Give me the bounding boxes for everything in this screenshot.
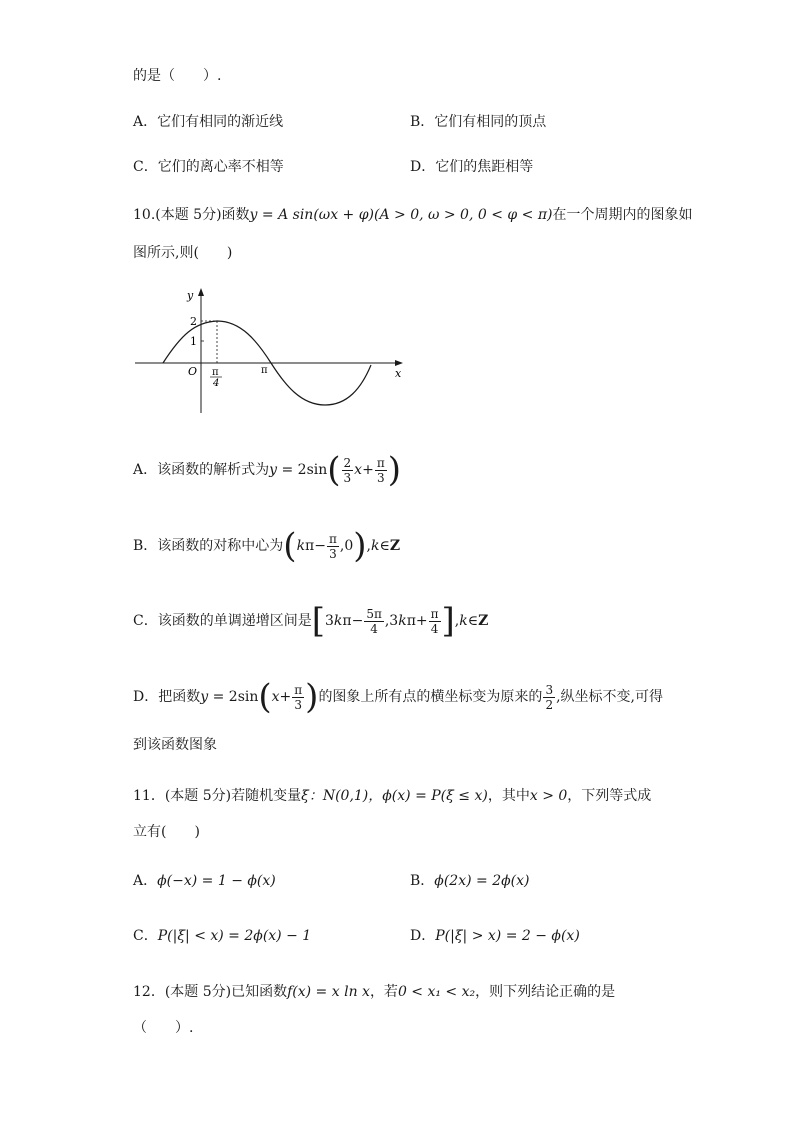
q11-stem-line2: 立有( ) <box>133 824 200 840</box>
q11-option-a: A．ϕ(−x) = 1 − ϕ(x) <box>133 873 276 889</box>
xtick-pi4-num: π <box>212 367 219 378</box>
q10-sine-graph <box>133 285 413 420</box>
q10-option-b: B．该函数的对称中心为(kπ− $\frac{\pi}{3}$ ,0),k∈Z <box>133 526 401 566</box>
ytick-2: 2 <box>190 315 197 328</box>
q9-stem-tail: 的是（ ）. <box>133 68 222 84</box>
q11-stem: 11．(本题 5分)若随机变量ξ：N(0,1)，ϕ(x) = P(ξ ≤ x)，其中x > 0，下列等式成 <box>133 788 652 804</box>
xtick-pi: π <box>261 365 268 376</box>
q10-function: y = A sin(ωx + φ)(A > 0, ω > 0, 0 < φ < π) <box>249 207 553 223</box>
q10-option-c: C．该函数的单调递增区间是[3kπ− $\frac{5\pi}{4}$ ,3kπ+ $\frac{\pi}{4}$ ],k∈Z <box>133 601 489 641</box>
q9-option-b: B．它们有相同的顶点 <box>410 114 547 130</box>
q12-stem-line2: （ ）. <box>133 1020 194 1036</box>
q9-option-a: A．它们有相同的渐近线 <box>133 114 284 130</box>
q11-option-d: D．P(|ξ| > x) = 2 − ϕ(x) <box>410 928 580 944</box>
origin-label: O <box>188 365 198 378</box>
q10-option-a: A．该函数的解析式为y = 2sin( $\frac{2}{3}$ x+ $\frac{\pi}{3}$ ) <box>133 450 401 490</box>
q11-option-b: B．ϕ(2x) = 2ϕ(x) <box>410 873 530 889</box>
ytick-1: 1 <box>190 335 197 348</box>
xtick-pi4-den: 4 <box>213 378 220 389</box>
q9-option-c: C．它们的离心率不相等 <box>133 159 284 175</box>
q10-option-d: D．把函数y = 2sin(x+ $\frac{\pi}{3}$ )的图象上所有点的横坐标变为原来的 $\frac{3}{2}$ ,纵坐标不变,可得 <box>133 677 663 717</box>
q10-prefix: 10.(本题 5分)函数 <box>133 207 250 223</box>
q10-stem <box>133 205 693 225</box>
x-axis-label: x <box>395 367 402 380</box>
q10-suffix: 在一个周期内的图象如 <box>552 207 693 223</box>
q11-option-c: C．P(|ξ| < x) = 2ϕ(x) − 1 <box>133 928 312 944</box>
q12-stem: 12．(本题 5分)已知函数f(x) = x ln x，若0 < x₁ < x₂，则下列结论正确的是 <box>133 984 616 1000</box>
q9-option-d: D．它们的焦距相等 <box>410 159 534 175</box>
y-axis-label: y <box>187 289 194 302</box>
q10-option-d-line2: 到该函数图象 <box>133 737 217 753</box>
q10-stem-line2: 图所示,则( ) <box>133 245 233 261</box>
